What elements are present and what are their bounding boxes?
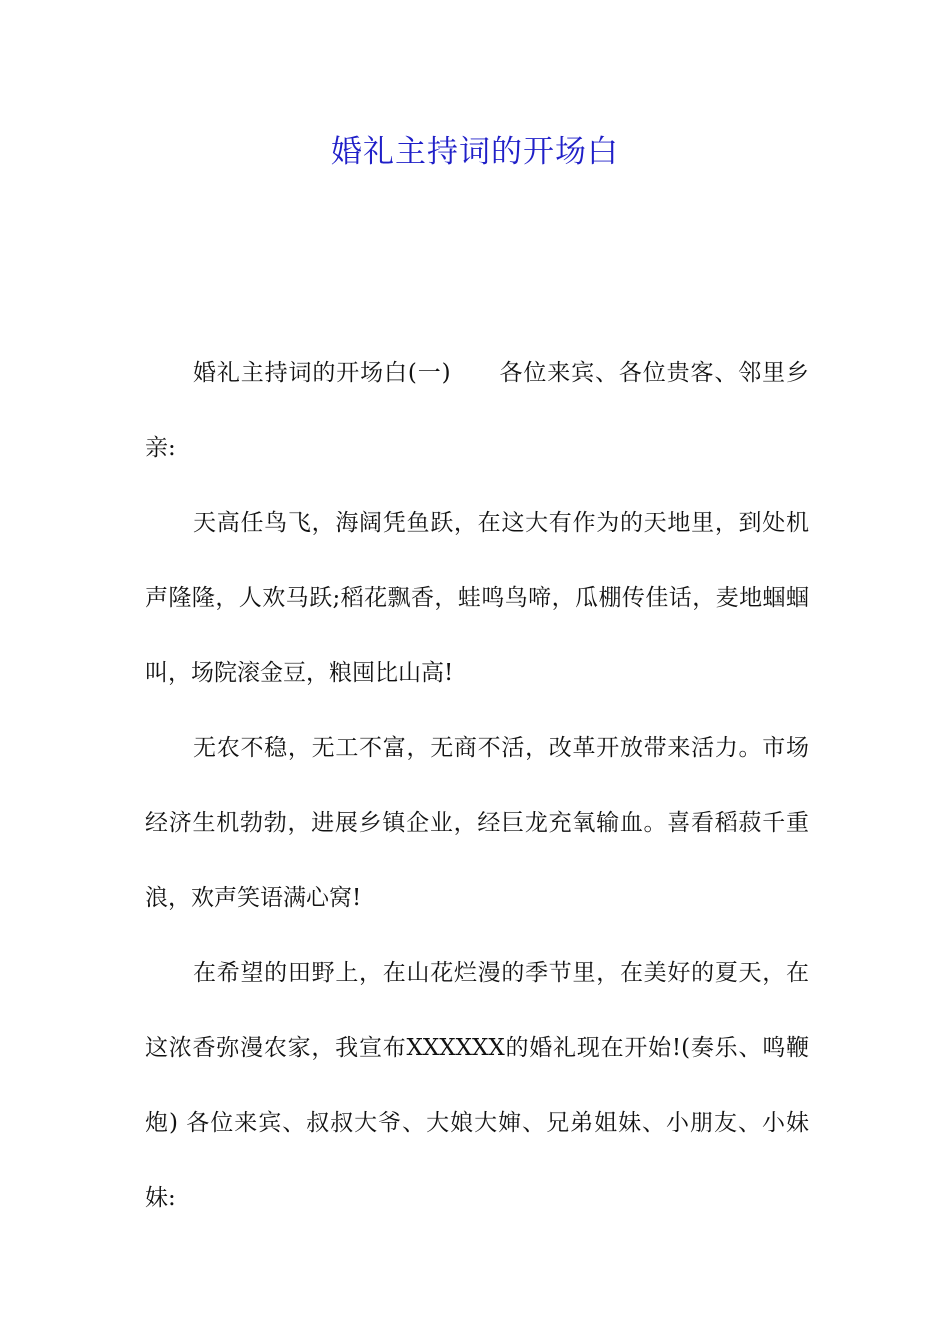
paragraph-text: 各位来宾、各位贵客、邻里乡亲: [145, 360, 809, 461]
paragraph-3: 无农不稳，无工不富，无商不活，改革开放带来活力。市场经济生机勃勃，进展乡镇企业，经巨龙充氧输血。喜看稻菽千重浪，欢声笑语满心窝! [145, 735, 809, 911]
document-title: 婚礼主持词的开场白 [331, 134, 619, 170]
document-body [145, 336, 809, 1236]
paragraph-2: 天高任鸟飞，海阔凭鱼跃，在这大有作为的天地里，到处机声隆隆，人欢马跃;稻花飘香，蛙鸣鸟啼，瓜棚传佳话，麦地蝈蝈叫，场院滚金豆，粮囤比山高! [145, 510, 809, 686]
paragraph-1 [145, 336, 809, 486]
section-heading: 婚礼主持词的开场白(一) [193, 360, 451, 386]
paragraph-4: 在希望的田野上，在山花烂漫的季节里，在美好的夏天，在这浓香弥漫农家，我宣布XXXXXX的婚礼现在开始!(奏乐、鸣鞭炮) 各位来宾、叔叔大爷、大娘大婶、兄弟姐妹、小朋友、小妹妹: [145, 960, 809, 1211]
